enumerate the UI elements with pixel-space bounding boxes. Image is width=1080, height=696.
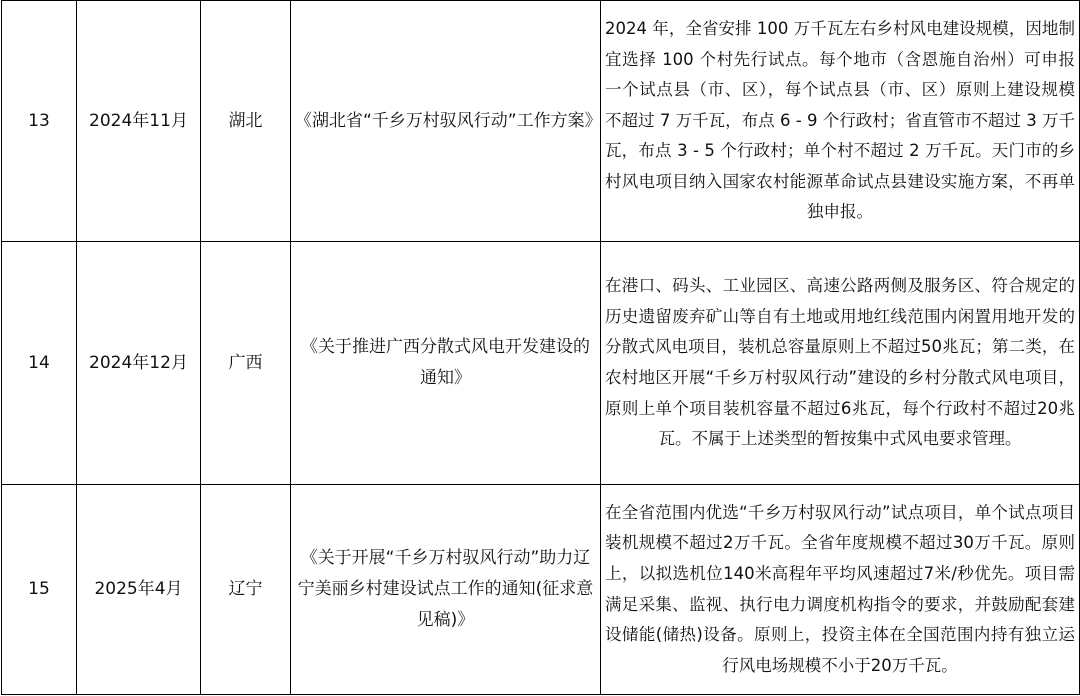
row-policy-content: 在港口、码头、工业园区、高速公路两侧及服务区、符合规定的历史遗留废弃矿山等自有土地或用地红线范围内闲置用地开发的分散式风电项目，装机总容量原则上不超过50兆瓦；第二类，在农村地区开展“千乡万村驭风行动”建设的乡村分散式风电项目，原则上单个项目装机容量不超过6兆瓦，每个行政村不超过20兆瓦。不属于上述类型的暂按集中式风电要求管理。 <box>601 242 1080 485</box>
row-policy-content: 2024 年，全省安排 100 万千瓦左右乡村风电建设规模，因地制宜选择 100 个村先行试点。每个地市（含恩施自治州）可申报一个试点县（市、区），每个试点县（市、区）原则上建设规模不超过 7 万千瓦，布点 6 - 9 个行政村；省直管市不超过 3 万千瓦，布点 3 - 5 个行政村；单个村不超过 2 万千瓦。天门市的乡村风电项目纳入国家农村能源革命试点县建设实施方案，不再单独申报。 <box>601 1 1080 242</box>
row-province: 广西 <box>201 242 291 485</box>
row-date: 2024年11月 <box>77 1 201 242</box>
row-policy-content: 在全省范围内优选“千乡万村驭风行动”试点项目，单个试点项目装机规模不超过2万千瓦。全省年度规模不超过30万千瓦。原则上，以拟选机位140米高程年平均风速超过7米/秒优先。项目需满足采集、监视、执行电力调度机构指令的要求，并鼓励配套建设储能(储热)设备。原则上，投资主体在全国范围内持有独立运行风电场规模不小于20万千瓦。 <box>601 485 1080 695</box>
row-date: 2024年12月 <box>77 242 201 485</box>
row-province: 湖北 <box>201 1 291 242</box>
row-province: 辽宁 <box>201 485 291 695</box>
row-policy-title: 《湖北省“千乡万村驭风行动”工作方案》 <box>291 1 601 242</box>
row-date: 2025年4月 <box>77 485 201 695</box>
row-number: 15 <box>2 485 77 695</box>
policy-table <box>1 0 1080 695</box>
table-row <box>2 485 1080 695</box>
row-number: 14 <box>2 242 77 485</box>
table-row <box>2 242 1080 485</box>
row-policy-title: 《关于推进广西分散式风电开发建设的通知》 <box>291 242 601 485</box>
table-row <box>2 1 1080 242</box>
row-number: 13 <box>2 1 77 242</box>
row-policy-title: 《关于开展“千乡万村驭风行动”助力辽宁美丽乡村建设试点工作的通知(征求意见稿)》 <box>291 485 601 695</box>
